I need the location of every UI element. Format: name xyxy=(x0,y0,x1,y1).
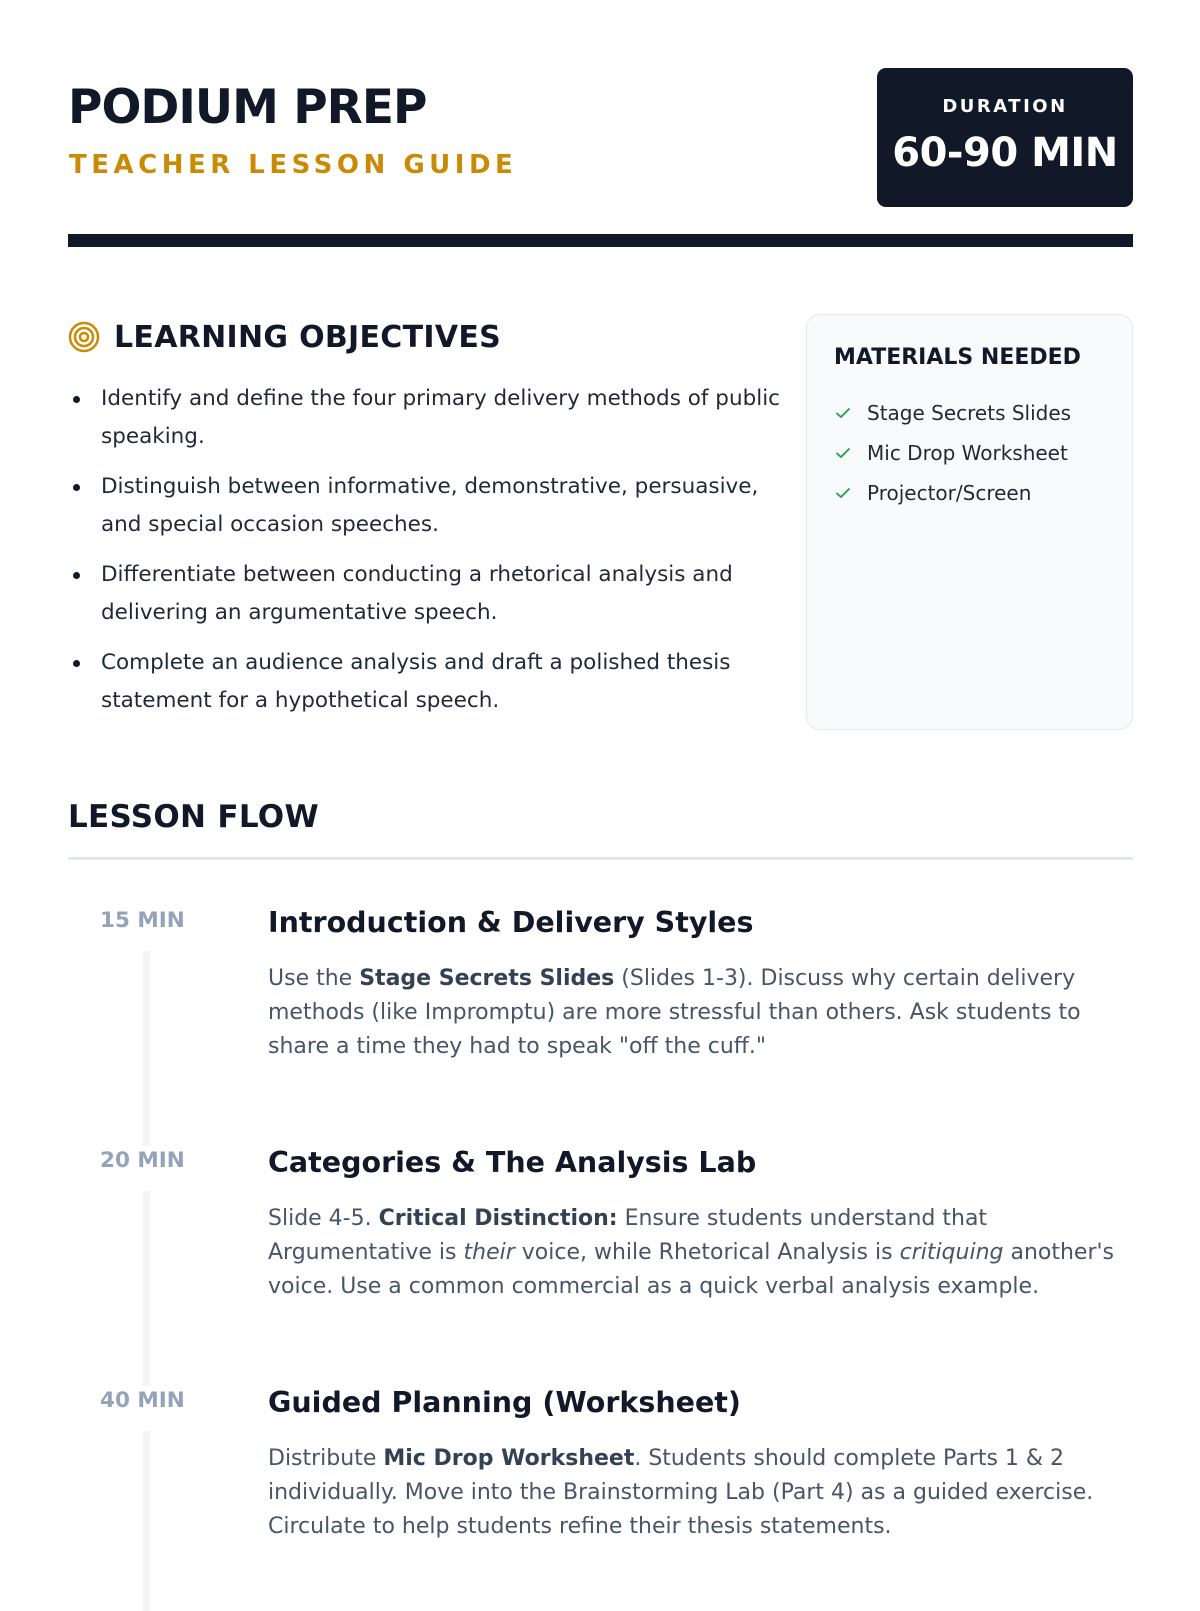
brand-subtitle: TEACHER LESSON GUIDE xyxy=(69,150,518,180)
objective-item xyxy=(68,556,788,632)
check-icon xyxy=(834,484,852,502)
timeline-line xyxy=(143,951,150,1146)
step-duration: 20 MIN xyxy=(100,1148,185,1173)
lesson-flow-divider xyxy=(68,857,1133,860)
materials-card xyxy=(806,314,1133,730)
brand-title: PODIUM PREP xyxy=(68,80,427,135)
bullet-icon xyxy=(73,572,80,579)
objectives-list xyxy=(68,380,788,720)
check-icon xyxy=(834,404,852,422)
objective-text: Distinguish between informative, demonstrative, persuasive, and special occasion speeches. xyxy=(101,474,759,537)
step-duration: 40 MIN xyxy=(100,1388,185,1413)
step-description: Distribute Mic Drop Worksheet. Students should complete Parts 1 & 2 individually. Move into the Brainstorming Lab (Part 4) as a guided exercise. Circulate to help students refine their thesis statements. xyxy=(268,1446,1094,1539)
materials-list xyxy=(834,393,1071,513)
header-divider xyxy=(68,234,1133,247)
step-description: Use the Stage Secrets Slides (Slides 1-3). Discuss why certain delivery methods (like Impromptu) are more stressful than others. Ask students to share a time they had to speak "off the cuff." xyxy=(268,966,1081,1059)
header xyxy=(68,68,1133,208)
material-item xyxy=(834,473,1071,513)
timeline-line xyxy=(143,1431,150,1611)
materials-title: MATERIALS NEEDED xyxy=(834,345,1081,370)
timeline-line xyxy=(143,1191,150,1386)
material-item xyxy=(834,393,1071,433)
objective-text: Identify and define the four primary delivery methods of public speaking. xyxy=(101,386,780,449)
step-title: Categories & The Analysis Lab xyxy=(268,1146,757,1179)
material-label: Projector/Screen xyxy=(867,481,1032,505)
material-item xyxy=(834,433,1071,473)
step-duration: 15 MIN xyxy=(100,908,185,933)
check-icon xyxy=(834,444,852,462)
objective-item xyxy=(68,468,788,544)
step-title: Introduction & Delivery Styles xyxy=(268,906,754,939)
objective-text: Differentiate between conducting a rhetorical analysis and delivering an argumentative speech. xyxy=(101,562,733,625)
objectives-heading xyxy=(68,316,788,358)
target-icon xyxy=(68,321,100,353)
lesson-flow-title: LESSON FLOW xyxy=(68,799,319,835)
bullet-icon xyxy=(73,484,80,491)
objective-text: Complete an audience analysis and draft a polished thesis statement for a hypothetical speech. xyxy=(101,650,731,713)
bullet-icon xyxy=(73,396,80,403)
objective-item xyxy=(68,380,788,456)
duration-value: 60-90 MIN xyxy=(892,130,1118,176)
material-label: Mic Drop Worksheet xyxy=(867,441,1068,465)
duration-label: DURATION xyxy=(942,96,1068,117)
duration-badge xyxy=(877,68,1133,207)
material-label: Stage Secrets Slides xyxy=(867,401,1072,425)
bullet-icon xyxy=(73,660,80,667)
step-title: Guided Planning (Worksheet) xyxy=(268,1386,741,1419)
objective-item xyxy=(68,644,788,720)
learning-objectives-section xyxy=(68,316,788,732)
objectives-title: LEARNING OBJECTIVES xyxy=(114,319,502,355)
step-description: Slide 4-5. Critical Distinction: Ensure students understand that Argumentative is their voice, while Rhetorical Analysis is critiquing another's voice. Use a common commercial as a quick verbal analysis example. xyxy=(268,1206,1115,1299)
